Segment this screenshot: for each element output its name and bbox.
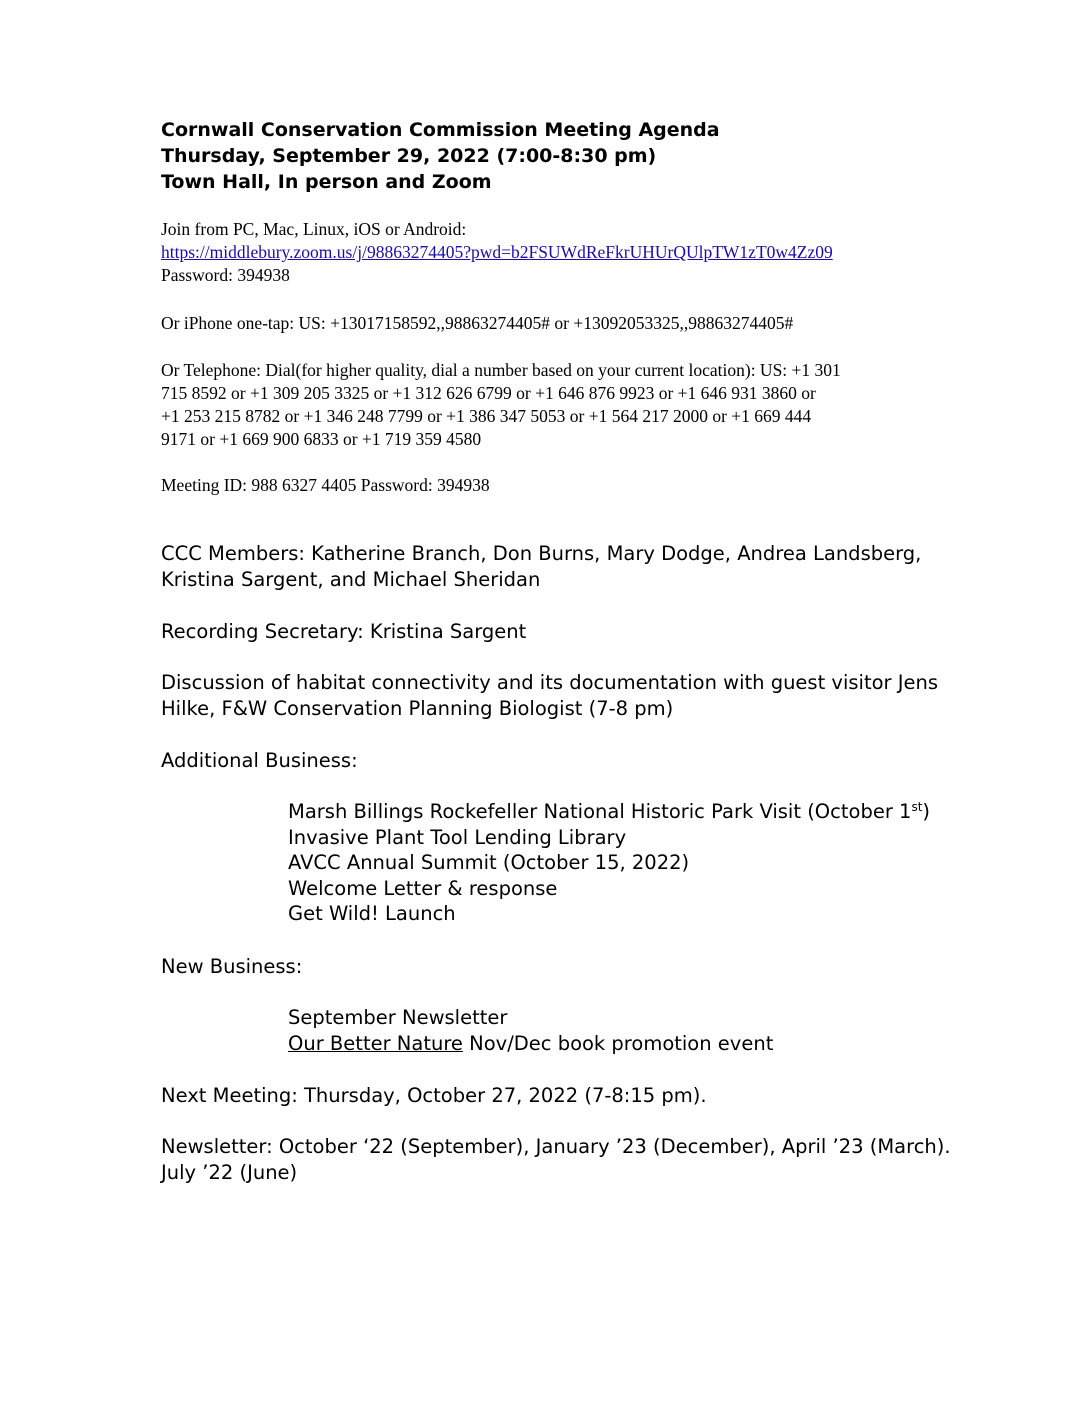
zoom-password: Password: 394938 xyxy=(161,265,290,285)
new-business-heading: New Business: xyxy=(161,955,303,978)
members-block xyxy=(161,541,921,592)
additional-business-heading: Additional Business: xyxy=(161,749,358,772)
new-business-list xyxy=(288,1005,773,1056)
zoom-link[interactable]: https://middlebury.zoom.us/j/98863274405?pwd=b2FSUWdReFkrUHUrQUlpTW1zT0w4Zz09 xyxy=(161,242,833,262)
meeting-location: Town Hall, In person and Zoom xyxy=(161,171,492,193)
recording-secretary: Recording Secretary: Kristina Sargent xyxy=(161,620,527,643)
meeting-date: Thursday, September 29, 2022 (7:00-8:30 pm) xyxy=(161,145,657,167)
next-meeting: Next Meeting: Thursday, October 27, 2022 (7-8:15 pm). xyxy=(161,1084,707,1107)
newsletter-line: Newsletter: October ‘22 (September), January ’23 (December), April ’23 (March). xyxy=(161,1135,951,1158)
book-title: Our Better Nature xyxy=(288,1031,463,1055)
newsletter-line: July ’22 (June) xyxy=(161,1160,298,1184)
telephone-block xyxy=(161,359,841,451)
list-item: Invasive Plant Tool Lending Library xyxy=(288,825,627,849)
closing-paren: ) xyxy=(922,800,931,823)
list-item: September Newsletter xyxy=(288,1006,508,1029)
list-item: AVCC Annual Summit (October 15, 2022) xyxy=(288,851,690,874)
additional-business-list xyxy=(288,799,930,927)
meeting-id: Meeting ID: 988 6327 4405 Password: 394938 xyxy=(161,475,490,495)
list-item xyxy=(288,799,930,825)
members-line: Kristina Sargent, and Michael Sheridan xyxy=(161,567,541,591)
item-text: Nov/Dec book promotion event xyxy=(462,1031,774,1055)
item-text: Marsh Billings Rockefeller National Historic Park Visit (October 1 xyxy=(288,800,912,823)
iphone-one-tap: Or iPhone one-tap: US: +13017158592,,98863274405# or +13092053325,,98863274405# xyxy=(161,313,794,333)
ordinal-suffix: st xyxy=(911,800,923,814)
telephone-line: Or Telephone: Dial(for higher quality, dial a number based on your current location): US: +1 301 xyxy=(161,360,841,380)
telephone-line: 9171 or +1 669 900 6833 or +1 719 359 4580 xyxy=(161,429,482,449)
list-item: Get Wild! Launch xyxy=(288,902,456,925)
discussion-line: Discussion of habitat connectivity and its documentation with guest visitor Jens xyxy=(161,671,939,694)
telephone-line: 715 8592 or +1 309 205 3325 or +1 312 626 6799 or +1 646 876 9923 or +1 646 931 3860 or xyxy=(161,383,816,403)
list-item: Welcome Letter & response xyxy=(288,876,558,900)
telephone-line: +1 253 215 8782 or +1 346 248 7799 or +1 386 347 5053 or +1 564 217 2000 or +1 669 444 xyxy=(161,406,812,426)
agenda-header xyxy=(161,117,720,195)
list-item xyxy=(288,1031,773,1057)
zoom-join-text: Join from PC, Mac, Linux, iOS or Android: xyxy=(161,219,467,239)
newsletter-block xyxy=(161,1134,951,1185)
members-line: CCC Members: Katherine Branch, Don Burns, Mary Dodge, Andrea Landsberg, xyxy=(161,542,922,565)
agenda-title: Cornwall Conservation Commission Meeting Agenda xyxy=(161,119,720,141)
discussion-line: Hilke, F&W Conservation Planning Biologist (7-8 pm) xyxy=(161,696,674,720)
discussion-block xyxy=(161,670,938,721)
